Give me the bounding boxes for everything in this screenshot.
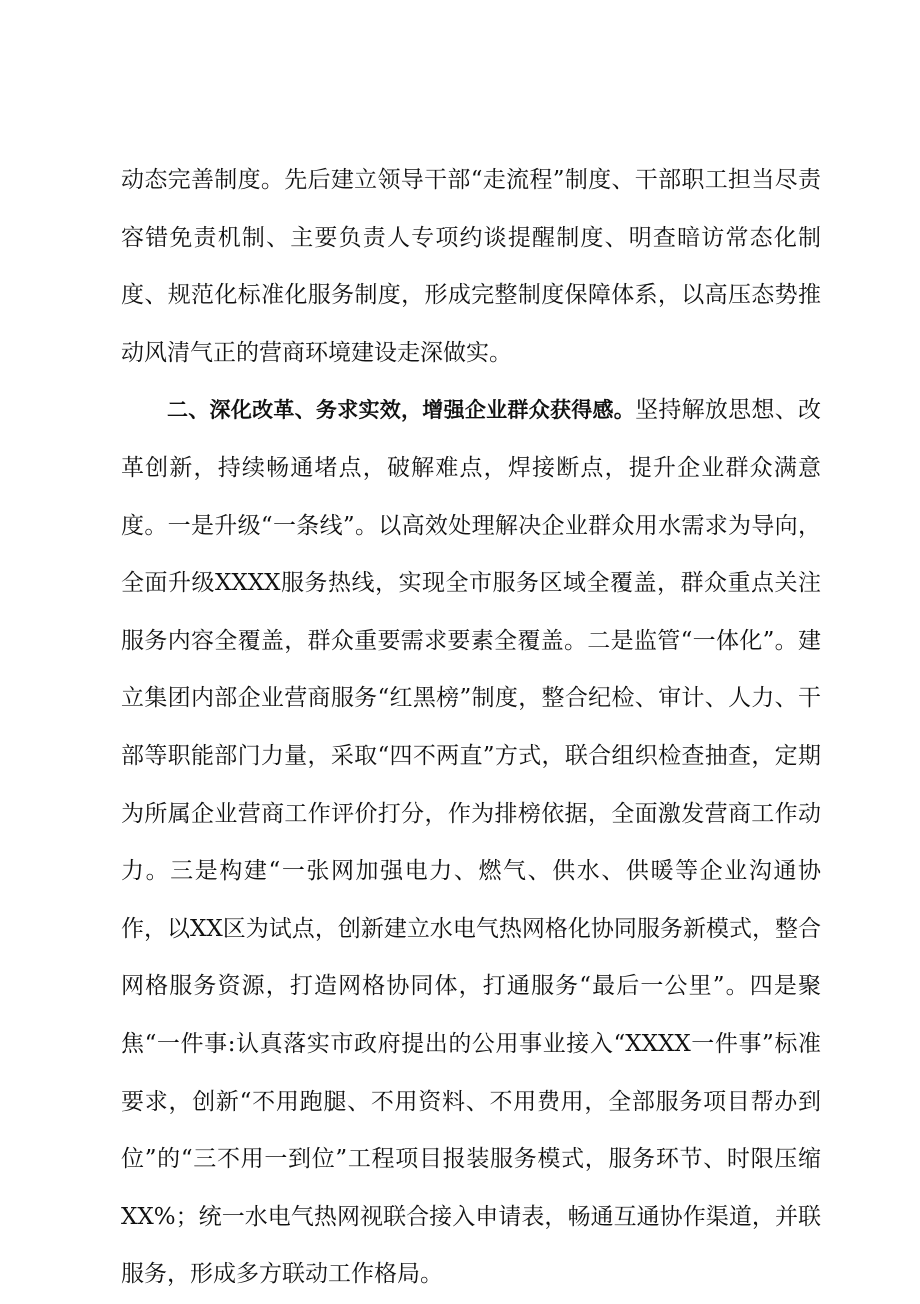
body-text	[121, 152, 821, 1304]
paragraph-2	[121, 382, 821, 1304]
paragraph-1	[121, 152, 821, 382]
paragraph-1-text: 动态完善制度。先后建立领导干部“走流程”制度、干部职工担当尽责容错免责机制、主要负责人专项约谈提醒制度、明查暗访常态化制度、规范化标准化服务制度，形成完整制度保障体系，以高压态势推动风清气正的营商环境建设走深做实。	[121, 167, 821, 366]
section-heading: 二、深化改革、务求实效，增强企业群众获得感。	[167, 398, 636, 423]
paragraph-2-text: 坚持解放思想、改革创新，持续畅通堵点，破解难点，焊接断点，提升企业群众满意度。一是升级“一条线”。以高效处理解决企业群众用水需求为导向，全面升级XXXX服务热线，实现全市服务区域全覆盖，群众重点关注服务内容全覆盖，群众重要需求要素全覆盖。二是监管“一体化”。建立集团内部企业营商服务“红黑榜”制度，整合纪检、审计、人力、干部等职能部门力量，采取“四不两直”方式，联合组织检查抽查，定期为所属企业营商工作评价打分，作为排榜依据，全面激发营商工作动力。三是构建“一张网加强电力、燃气、供水、供暖等企业沟通协作，以XX区为试点，创新建立水电气热网格化协同服务新模式，整合网格服务资源，打造网格协同体，打通服务“最后一公里”。四是聚焦“一件事:认真落实市政府提出的公用事业接入“XXXX一件事”标准要求，创新“不用跑腿、不用资料、不用费用，全部服务项目帮办到位”的“三不用一到位”工程项目报装服务模式，服务环节、时限压缩XX%；统一水电气热网视联合接入申请表，畅通互通协作渠道，并联服务，形成多方联动工作格局。	[121, 397, 822, 1288]
